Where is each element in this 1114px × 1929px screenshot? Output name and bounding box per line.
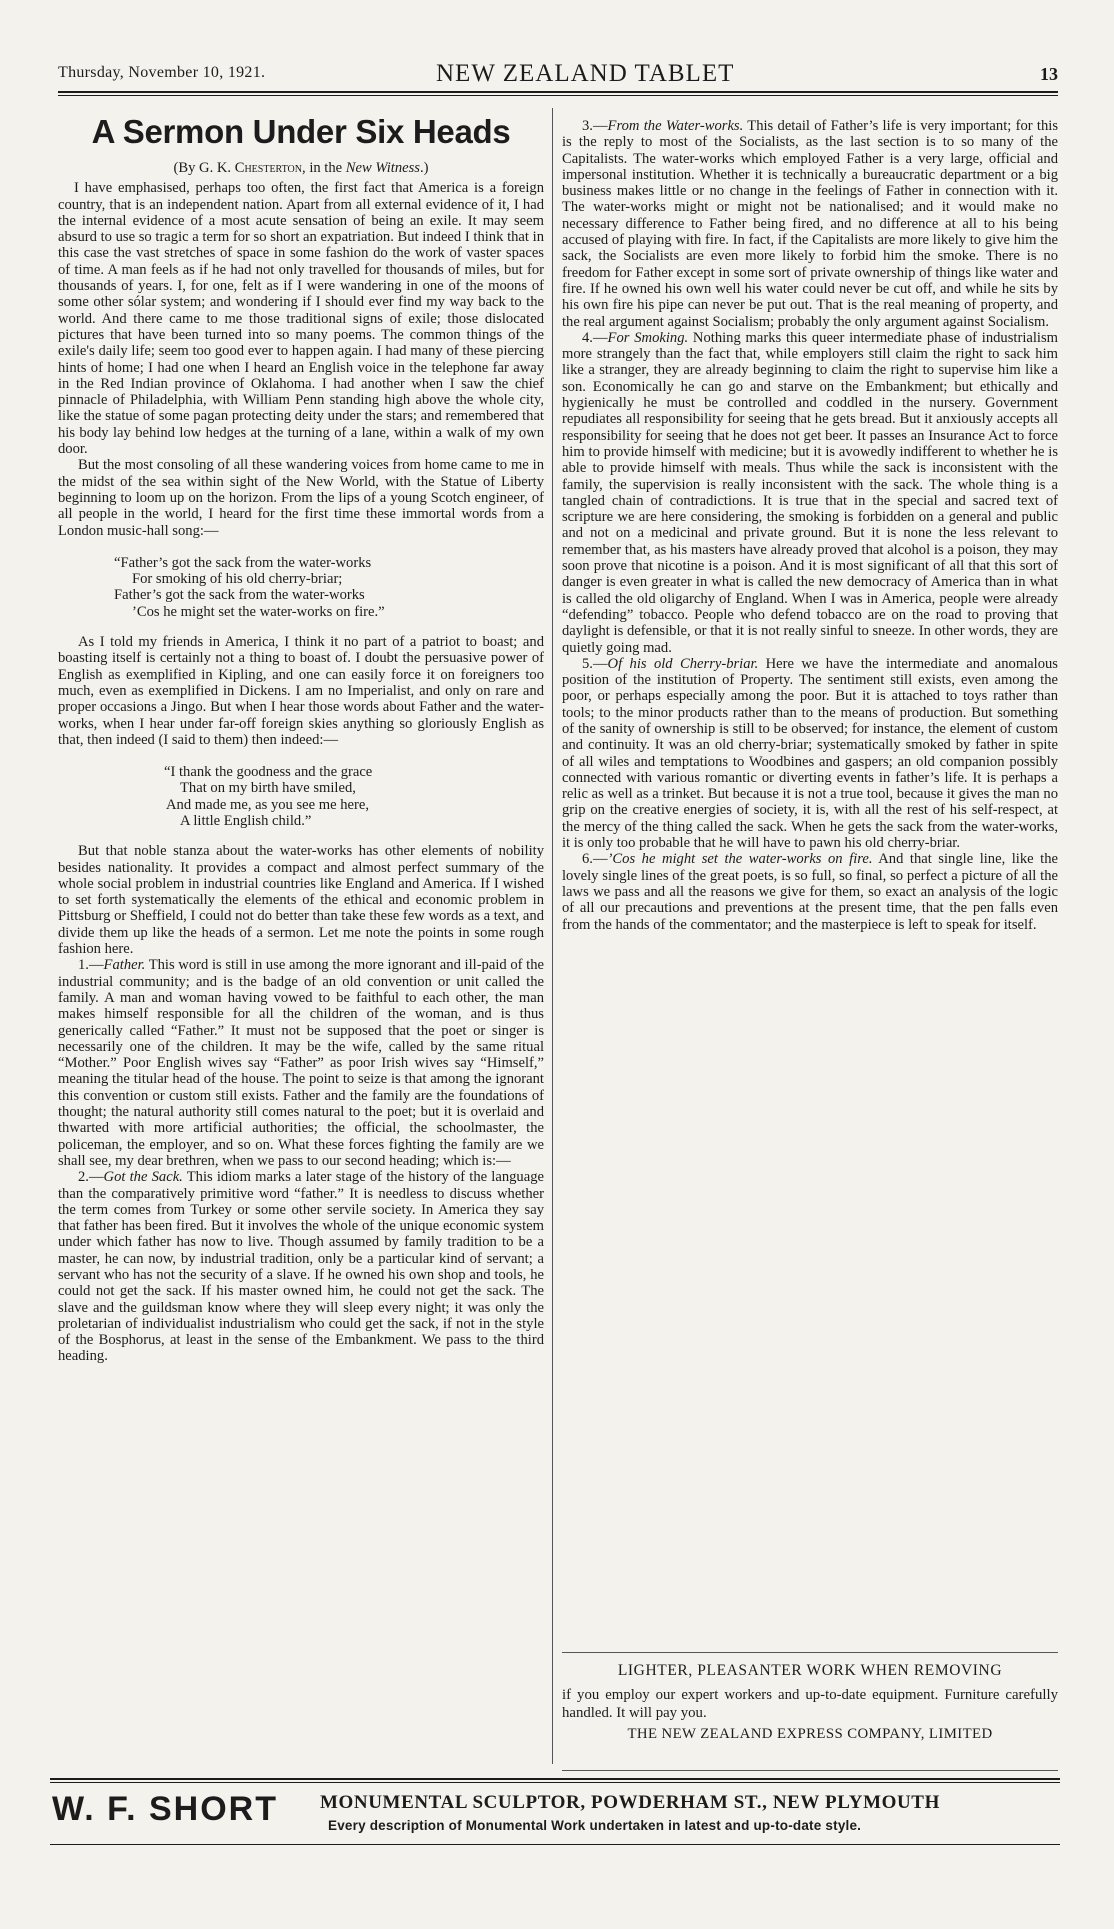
ad-body: if you employ our expert workers and up-to-date equipment. Furniture carefully handled. It will pay you. xyxy=(562,1687,1058,1721)
poem-stanza xyxy=(58,764,544,829)
article-title: A Sermon Under Six Heads xyxy=(91,113,511,150)
article-column-right xyxy=(562,118,1058,933)
verse-line: That on my birth have smiled, xyxy=(180,780,356,797)
music-hall-song xyxy=(58,555,544,620)
footer-advertisement xyxy=(52,1788,1062,1844)
removals-advertisement xyxy=(562,1662,1058,1743)
masthead xyxy=(58,60,1058,90)
advertiser-tagline: Every description of Monumental Work undertaken in latest and up-to-date style. xyxy=(328,1818,862,1833)
section-heading: For Smoking. xyxy=(607,329,689,346)
verse-line: A little English child.” xyxy=(180,812,312,829)
footer-rule xyxy=(50,1778,1060,1780)
advertiser-name: W. F. SHORT xyxy=(52,1790,278,1828)
header-rule xyxy=(58,91,1058,93)
paragraph: As I told my friends in America, I think it no part of a patriot to boast; and boasting itself is certainly not a thing to boast of. I doubt the persuasive power of English as exemplified in Kipling, and one can easily force it on foreigners too much, even as exemplified in Dickens. I am no Imperialist, and only on rare and proper occasions a Jingo. But when I hear those words about Father and the water-works, when I hear under far-off foreign skies anything so gloriously English as that, then indeed (I said to them) then indeed:— xyxy=(58,634,544,748)
column-divider xyxy=(552,108,553,1764)
article-byline: (By G. K. Chesterton, in the New Witness.) xyxy=(173,160,429,176)
advertiser-trade: MONUMENTAL SCULPTOR, POWDERHAM ST., NEW PLYMOUTH xyxy=(320,1792,940,1813)
section-heading: From the Water-works. xyxy=(607,118,744,134)
verse-line: “I thank the goodness and the grace xyxy=(164,764,373,781)
section-heading: Got the Sack. xyxy=(103,1169,183,1186)
page-number: 13 xyxy=(1040,64,1058,84)
verse-line: And made me, as you see me here, xyxy=(166,796,370,813)
section-5: 5.—Of his old Cherry-briar. Here we have the intermediate and anomalous position of the institution of Property. The sentiment still exists, even among the poor, or perhaps especially among the poor. But it is attached to toys rather than tools; to the minor products rather than to the means of production. But something of the sanity of ownership is still to be observed; for instance, the element of custom and continuity. It was an old cherry-briar; systematically smoked by father in spite of all wiles and temptations to Woodbines and gaspers; an old companion possibly connected with various romantic or diverting events in father’s life. It is perhaps a relic as well as a trinket. But because it is not a true tool, because it gives the man no grip on the creative energies of society, it is, with all the rest of his self-respect, at the mercy of the thing called the sack. When he gets the sack from the water-works, it is only too probable that he will have to pawn his old cherry-briar. xyxy=(562,655,1058,852)
ad-company: THE NEW ZEALAND EXPRESS COMPANY, LIMITED xyxy=(627,1726,993,1742)
section-4: 4.—For Smoking. Nothing marks this queer intermediate phase of industrialism more strangely than the fact that, while employers still claim the right to sack him like a stranger, they are already beginning to claim the right to supervise him like a son. Economically he can go and starve on the Embankment; but ethically and hygienically he must be controlled and coddled in the nursery. Government repudiates all responsibility for seeing that he gets bread. But it anxiously accepts all responsibility for seeing that he does not get beer. It passes an Insurance Act to force him to provide himself with medicine; but it is avowedly indifferent to whether he is able to provide himself with meals. Thus while the sack is inconsistent with the family, the supervision is really inconsistent with the sack. The whole thing is a tangled chain of contradictions. It is true that in the special and sacred text of scripture we are here considering, the smoking is forbidden on a general and public and not on a medicinal and private ground. But it is none the less relevant to remember that, as his masters have already proved that alcohol is a poison, they may soon prove that nicotine is a poison. And it is most significant of all that this sort of danger is even greater in what is called the new democracy of America than in what is called the old oligarchy of England. When I was in America, people were already “defending” tobacco. People who defend tobacco are on the road to proving that daylight is defensible, or that it is not really sinful to sneeze. In other words, they are quietly going mad. xyxy=(562,329,1058,656)
paragraph: I have emphasised, perhaps too often, the first fact that America is a foreign country, that is an independent nation. Apart from all external evidence of it, I had the internal evidence of a most acute sensation of being an exile. It may seem absurd to use so tragic a term for so short an expatriation. But indeed I think that in this case the vast stretches of space in some fashion do the work of vaster spaces of time. A man feels as if he had not only travelled for thousands of miles, but for thousands of years. I, for one, felt as if I were wandering in one of the moons of some other sólar system; and wondering if I should ever find my way back to the world. And there came to me those traditional signs of exile; those dislocated pictures that have been turned into so many poems. The common things of the exile's daily life; seem too good ever to happen again. I had many of these piercing hints of home; I had one when I heard an English voice in the telephone far away in the Red Indian province of Oklahoma. I had another when I saw the chief pinnacle of Philadelphia, with William Penn standing high above the whole city, like the statue of some pagan protecting deity under the stars; and remembered that his body lay behind low hedges at the turning of a lane, within a walk of my own door. xyxy=(58,180,544,458)
section-6: 6.—’Cos he might set the water-works on fire. And that single line, like the lovely single lines of the great poets, is so full, so final, so perfect a picture of all the laws we pass and all the reasons we give for them, so exact an analysis of the logic of all our precautions and preventions at the present time, that the pen falls even from the hands of the commentator; and the masterpiece is left to speak for itself. xyxy=(562,851,1058,933)
section-heading: Of his old Cherry-briar. xyxy=(607,655,759,672)
issue-date: Thursday, November 10, 1921. xyxy=(58,64,266,81)
verse-line: ’Cos he might set the water-works on fire.” xyxy=(132,603,385,620)
section-2: 2.—Got the Sack. This idiom marks a later stage of the history of the language than the comparatively primitive word “father.” It is needless to discuss whether the term comes from Turkey or some other servile society. In America they say that father has been fired. But it involves the whole of the unique economic system under which father has now to live. Though assumed by family tradition to be a master, he can now, by industrial tradition, only be a particular kind of servant; a servant who has not the security of a slave. If he owned his own shop and tools, he could not get the sack. If his master owned him, he could not get the sack. The slave and the guildsman know where they will sleep every night; it was only the proletarian of individualist industrialism who could get the sack, if not in the style of the Bosphorus, at least in the sense of the Embankment. We pass to the third heading. xyxy=(58,1169,544,1365)
publication-title: NEW ZEALAND TABLET xyxy=(436,60,735,87)
section-1: 1.—Father. This word is still in use among the more ignorant and ill-paid of the industrial community; and is the badge of an old convention or unit called the family. A man and woman having vowed to be faithful to each other, the man makes himself responsible for all the children of the woman, and is thus generically called “Father.” It must not be supposed that the poet or singer is necessarily one of the children. It may be the wife, called by the same ritual “Mother.” Poor English wives say “Father” as poor Irish wives say “Himself,” meaning the titular head of the house. The point to seize is that among the ignorant this convention or custom still exists. Father and the family are the foundations of thought; the natural authority still comes natural to the poet; but it is overlaid and thwarted with more artificial authorities; the official, the schoolmaster, the policeman, the employer, and so on. What these forces fighting the family are we shall see, my dear brethren, when we pass to our second heading; which is:— xyxy=(58,957,544,1169)
source-name: New Witness xyxy=(345,160,420,176)
verse-line: Father’s got the sack from the water-works xyxy=(114,587,365,604)
footer-rule-thin xyxy=(50,1782,1060,1783)
section-heading: Father. xyxy=(103,957,146,974)
ad-rule xyxy=(562,1652,1058,1653)
paragraph: But the most consoling of all these wandering voices from home came to me in the midst of the sea within sight of the New World, with the Statue of Liberty beginning to loom up on the horizon. From the lips of a young Scotch engineer, of all people in the world, I heard for the first time these immortal words from a London music-hall song:— xyxy=(58,457,544,539)
ad-headline: LIGHTER, PLEASANTER WORK WHEN REMOVING xyxy=(617,1662,1003,1679)
author-name: G. K. Chesterton xyxy=(199,160,303,176)
verse-line: “Father’s got the sack from the water-works xyxy=(114,554,372,571)
paragraph: But that noble stanza about the water-works has other elements of nobility besides nationality. It provides a compact and almost perfect summary of the whole social problem in industrial countries like England and America. If I wished to set forth systematically the elements of the ethical and economic problem in Pittsburg or Sheffield, I could not do better than take these few words as a text, and divide them up like the heads of a sermon. Let me note the points in some rough fashion here. xyxy=(58,843,544,958)
ad-rule xyxy=(562,1770,1058,1771)
verse-line: For smoking of his old cherry-briar; xyxy=(132,571,343,588)
section-3: 3.—From the Water-works. This detail of Father’s life is very important; for this is the reply to most of the Socialists, as the last section is to so many of the Capitalists. The water-works which employed Father is a very large, official and impersonal institution. Whether it is technically a bureaucratic department or a big business makes little or no change in the feelings of Father in connection with it. The water-works might or might not be nationalised; and it would make no necessary difference to Father being fired, and no difference at all to his being accused of playing with fire. In fact, if the Capitalists are more likely to give him the sack, the Socialists are even more likely to forbid him the smoke. There is no freedom for Father except in some sort of private ownership of things like water and fire. If he owned his own well his water could never be cut off, and while he sits by his own fire his pipe can never be put out. That is the real meaning of property, and the real argument against Socialism; probably the only argument against Socialism. xyxy=(562,118,1059,330)
section-heading: ’Cos he might set the water-works on fire. xyxy=(607,851,873,868)
article-column-left xyxy=(58,112,544,1365)
footer-rule-bottom xyxy=(50,1844,1060,1845)
header-rule-thin xyxy=(58,95,1058,96)
